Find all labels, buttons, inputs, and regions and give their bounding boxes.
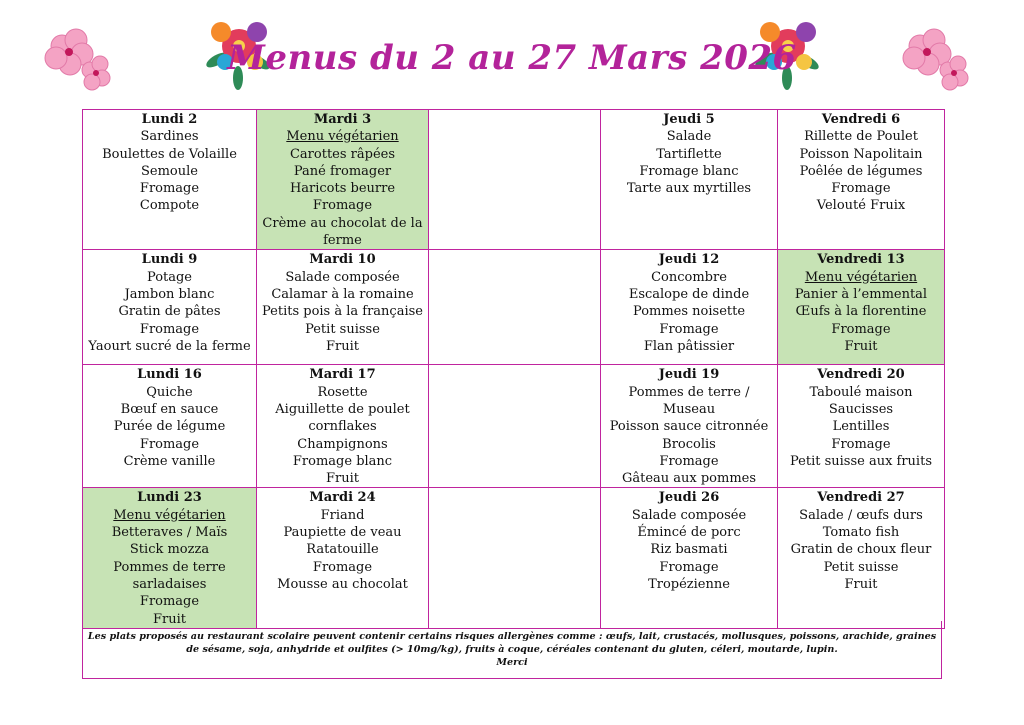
menu-item: Poisson Napolitain <box>799 146 923 162</box>
menu-item: Friand <box>320 507 365 523</box>
day-cell-thursday <box>601 110 778 250</box>
menu-item: Fromage <box>831 321 891 337</box>
menu-item: Fromage <box>831 436 891 452</box>
day-cell-friday <box>778 488 945 628</box>
menu-item: Tarte aux myrtilles <box>626 181 752 197</box>
menu-item: Panier à l’emmental <box>794 286 928 302</box>
menu-item: Petit suisse <box>823 559 899 575</box>
day-heading: Mardi 17 <box>309 367 376 383</box>
menu-item: Poisson sauce citronnée <box>609 419 769 435</box>
page-title: Menus du 2 au 27 Mars 2026 <box>227 38 797 78</box>
day-cell-friday <box>778 250 945 365</box>
day-heading: Mardi 24 <box>309 490 376 506</box>
menu-item: Semoule <box>141 163 198 179</box>
menu-item: Fromage blanc <box>292 453 393 469</box>
menu-item: Ratatouille <box>306 542 379 558</box>
menu-item: Lentilles <box>832 419 890 435</box>
menu-item: Concombre <box>651 269 727 285</box>
menu-item: Fruit <box>844 338 878 354</box>
menu-item: Pommes noisette <box>632 304 746 320</box>
menu-item: Fromage <box>312 198 373 214</box>
menu-item: Fromage <box>139 321 200 337</box>
menu-item: Betteraves / Maïs <box>111 525 228 541</box>
day-heading: Lundi 16 <box>137 367 202 383</box>
menu-item: Bœuf en sauce <box>120 401 219 417</box>
menu-item: Petit suisse aux fruits <box>789 453 932 469</box>
menu-item: Champignons <box>297 436 388 452</box>
menu-item: Petit suisse <box>305 321 380 337</box>
menu-item: Fruit <box>326 338 359 354</box>
menu-item: Carottes râpées <box>289 146 396 162</box>
menu-item: Pommes de terre / Museau <box>628 384 750 417</box>
menu-item: Tomato fish <box>822 525 900 541</box>
menu-item: Crème vanille <box>123 453 216 469</box>
menu-item: Brocolis <box>662 436 716 452</box>
menu-item: Potage <box>146 269 193 285</box>
menu-item: Taboulé maison <box>809 384 913 400</box>
day-cell-monday <box>83 365 257 488</box>
menu-item: Sardines <box>140 129 199 145</box>
day-cell-tuesday <box>257 110 429 250</box>
day-cell-monday <box>83 488 257 628</box>
menu-item: Paupiette de veau <box>283 525 402 541</box>
menu-item: Crème au chocolat de la ferme <box>262 215 423 249</box>
day-heading: Lundi 23 <box>137 490 202 506</box>
menu-item: Compote <box>139 198 200 214</box>
menu-item: Stick mozza <box>129 542 210 558</box>
day-heading: Lundi 2 <box>141 112 198 127</box>
menu-item: Fromage <box>139 436 200 452</box>
menu-item: Fromage <box>139 181 200 197</box>
week-row <box>83 250 945 365</box>
day-heading: Mardi 10 <box>309 252 376 268</box>
day-heading: Vendredi 20 <box>817 367 905 383</box>
menu-item: Yaourt sucré de la ferme <box>88 338 251 354</box>
vegetarian-label: Menu végétarien <box>113 507 226 523</box>
allergen-notice <box>82 621 942 679</box>
day-cell-friday <box>778 110 945 250</box>
menu-item: Fruit <box>844 576 878 592</box>
menu-item: Fromage <box>312 559 373 575</box>
day-cell-tuesday <box>257 488 429 628</box>
menu-item: Émincé de porc <box>637 525 741 541</box>
day-heading: Lundi 9 <box>141 252 198 268</box>
day-cell-tuesday <box>257 250 429 365</box>
menu-item: Gratin de pâtes <box>118 304 221 320</box>
week-row <box>83 110 945 250</box>
day-heading: Vendredi 27 <box>817 490 905 506</box>
menu-item: Calamar à la romaine <box>271 286 414 302</box>
menu-table <box>82 109 945 629</box>
menu-item: Fromage <box>659 559 719 575</box>
day-cell-wednesday <box>429 110 601 250</box>
menu-item: Mousse au chocolat <box>277 576 408 592</box>
day-heading: Mardi 3 <box>313 112 372 127</box>
vegetarian-label: Menu végétarien <box>804 269 918 285</box>
menu-item: Poêlée de légumes <box>799 163 923 179</box>
menu-item: Œufs à la florentine <box>795 304 927 320</box>
day-heading: Vendredi 13 <box>817 252 905 268</box>
menu-item: Rillette de Poulet <box>804 129 918 145</box>
day-heading: Jeudi 12 <box>658 252 720 268</box>
day-cell-wednesday <box>429 250 601 365</box>
menu-item: Saucisses <box>828 401 894 417</box>
menu-item: Aiguillette de poulet cornflakes <box>275 401 410 435</box>
menu-item: Boulettes de Volaille <box>102 146 237 162</box>
allergen-text: Les plats proposés au restaurant scolaire peuvent contenir certains risques allergènes comme : œufs, lait, crustacés, mollusques, poissons, arachide, graines de sésame, soja, anhydride et oulfites (> 10mg/kg), fruits à coque, céréales contenant du gluten, céleri, moutarde, lupin. <box>87 631 937 655</box>
menu-item: Quiche <box>146 384 193 400</box>
vegetarian-label: Menu végétarien <box>286 129 399 145</box>
day-cell-wednesday <box>429 488 601 628</box>
day-cell-friday <box>778 365 945 488</box>
day-cell-thursday <box>601 365 778 488</box>
day-heading: Jeudi 19 <box>658 367 720 383</box>
menu-item: Fromage <box>659 453 719 469</box>
menu-item: Fruit <box>326 471 359 487</box>
day-heading: Jeudi 5 <box>663 112 715 127</box>
day-heading: Jeudi 26 <box>658 490 720 506</box>
menu-item: Rosette <box>317 384 368 400</box>
menu-item: Haricots beurre <box>289 181 396 197</box>
menu-item: Fromage blanc <box>639 163 739 179</box>
week-row <box>83 365 945 488</box>
day-heading: Vendredi 6 <box>821 112 901 127</box>
menu-item: Fromage <box>659 321 719 337</box>
thanks-text: Merci <box>496 657 528 668</box>
menu-item: Gâteau aux pommes <box>621 471 757 487</box>
menu-item: Petits pois à la française <box>261 304 423 320</box>
menu-item: Pommes de terre sarladaises <box>113 559 226 592</box>
menu-item: Pané fromager <box>293 163 392 179</box>
day-cell-thursday <box>601 250 778 365</box>
menu-item: Tropézienne <box>648 576 730 592</box>
menu-item: Riz basmati <box>650 542 728 558</box>
menu-item: Jambon blanc <box>124 286 215 302</box>
day-cell-tuesday <box>257 365 429 488</box>
menu-item: Fruit <box>153 611 186 627</box>
menu-item: Salade <box>666 129 712 145</box>
menu-item: Fromage <box>139 594 200 610</box>
week-row <box>83 488 945 628</box>
menu-item: Salade composée <box>631 507 747 523</box>
menu-item: Fromage <box>831 181 891 197</box>
menu-item: Salade composée <box>285 269 400 285</box>
menu-item: Purée de légume <box>113 419 226 435</box>
menu-item: Velouté Fruix <box>816 198 906 214</box>
menu-item: Gratin de choux fleur <box>790 542 932 558</box>
menu-item: Salade / œufs durs <box>799 507 923 523</box>
day-cell-thursday <box>601 488 778 628</box>
menu-item: Escalope de dinde <box>628 286 750 302</box>
menu-item: Tartiflette <box>656 146 722 162</box>
day-cell-monday <box>83 110 257 250</box>
menu-item: Flan pâtissier <box>643 338 735 354</box>
day-cell-wednesday <box>429 365 601 488</box>
day-cell-monday <box>83 250 257 365</box>
